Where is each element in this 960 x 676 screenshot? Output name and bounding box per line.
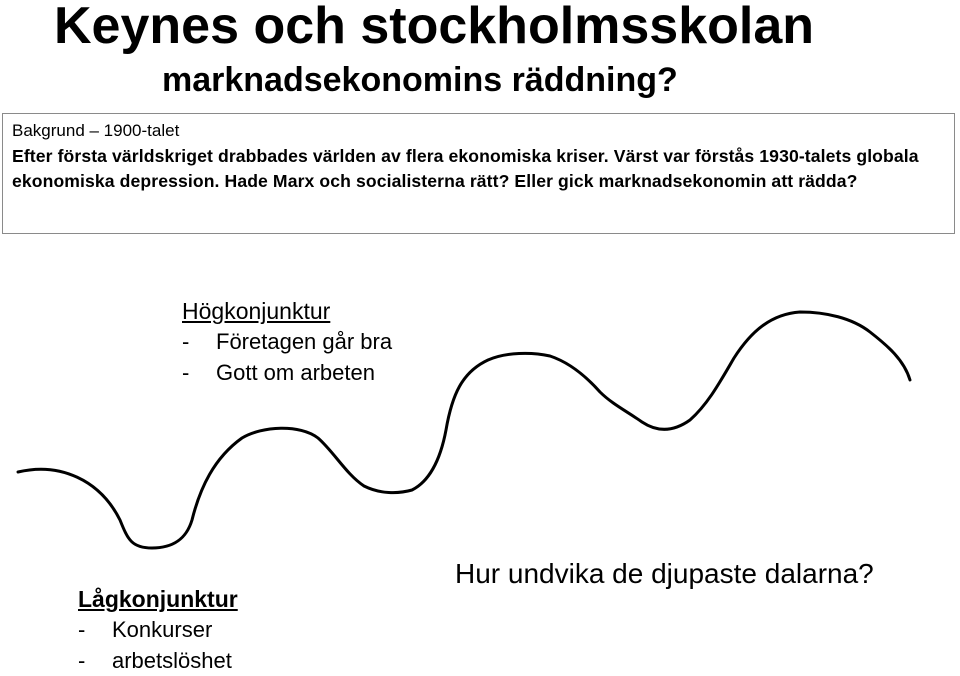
recession-heading: Lågkonjunktur [78, 586, 238, 612]
question-text: Hur undvika de djupaste dalarna? [455, 558, 874, 589]
recession-item: - arbetslöshet [78, 648, 232, 673]
boom-block [182, 296, 392, 388]
business-cycle-curve [18, 312, 910, 548]
boom-item: - Gott om arbeten [182, 360, 375, 385]
background-heading: Bakgrund – 1900-talet [12, 121, 180, 140]
slide-title: Keynes och stockholmsskolan [54, 0, 815, 55]
recession-item: - Konkurser [78, 617, 213, 642]
boom-heading: Högkonjunktur [182, 298, 331, 324]
slide-subtitle: marknadsekonomins räddning? [162, 61, 678, 99]
background-text: Efter första världskriget drabbades världen av flera ekonomiska kriser. Värst var förstås 1930-talets globala ekonomiska depression. Hade Marx och socialisterna rätt? Eller gick marknadsekonomin att rädda? [12, 146, 919, 191]
boom-item: - Företagen går bra [182, 329, 393, 354]
recession-block [78, 584, 238, 676]
